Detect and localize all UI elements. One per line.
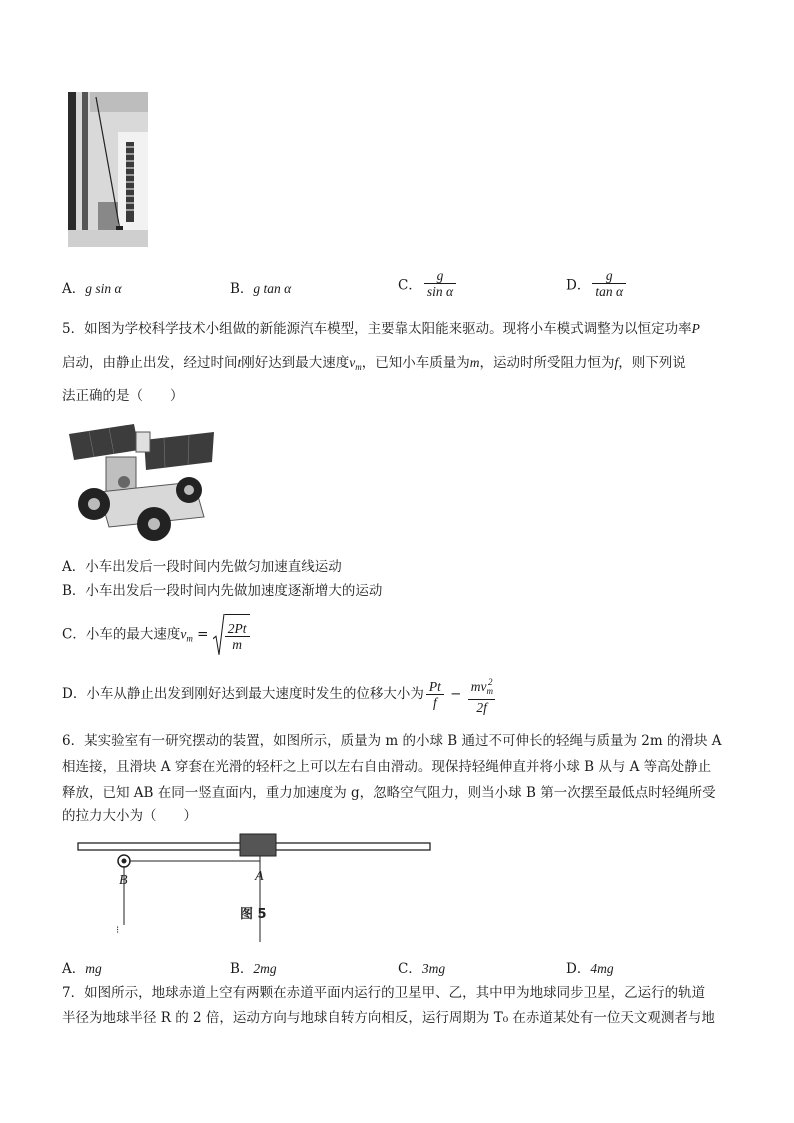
q5-option-d[interactable]: D．小车从静止出发到刚好达到最大速度时发生的位移大小为 $\frac{Pt}{f}$ − $\frac{mv_m^2}{2f}$ <box>62 674 497 715</box>
svg-text:⁝: ⁝ <box>116 925 120 936</box>
q5-option-d-den2: 2f <box>476 699 487 715</box>
q7-stem-line-2: 半径为地球半径 R 的 2 倍，运动方向与地球自转方向相反，运行周期为 T₀ 在赤道某处有一位天文观测者与地 <box>62 1010 715 1026</box>
q4-option-d-den: tan α <box>595 284 624 299</box>
q5-stem-line-3: 法正确的是（ ） <box>62 388 184 404</box>
q5-stem-line-2: 启动，由静止出发，经过时间t刚好达到最大速度$v_m$，已知小车质量为m，运动时所受阻力恒为f，则下列说 <box>62 355 686 372</box>
q5-stem-line-1: 5．如图为学校科学技术小组做的新能源汽车模型，主要靠太阳能来驱动。现将小车模式调整为以恒定功率P <box>62 321 700 337</box>
q6-figure <box>64 830 434 948</box>
q4-option-c-den: sin α <box>426 284 454 299</box>
q4-option-b-expr: g tan α <box>253 281 292 296</box>
q4-option-b-label: B． <box>230 281 254 297</box>
q4-option-c-label: C． <box>398 277 422 294</box>
q5-option-b[interactable]: B．小车出发后一段时间内先做加速度逐渐增大的运动 <box>62 583 383 599</box>
q6-figure-label-b: B <box>119 873 128 888</box>
q4-photo <box>68 92 148 247</box>
q4-option-a-label: A． <box>62 281 86 297</box>
q6-stem-line-3: 释放，已知 AB 在同一竖直面内，重力加速度为 g，忽略空气阻力，则当小球 B 第一次摆至最低点时轻绳所受 <box>62 785 716 801</box>
q6-option-d[interactable]: D．4mg <box>566 961 614 977</box>
q5-option-a[interactable]: A．小车出发后一段时间内先做匀加速直线运动 <box>62 559 342 575</box>
q6-stem-line-1: 6．某实验室有一研究摆动的装置，如图所示，质量为 m 的小球 B 通过不可伸长的轻绳与质量为 2m 的滑块 A <box>62 733 722 749</box>
q5-option-c-num: 2Pt <box>225 621 250 637</box>
q6-figure-label-a: A <box>255 869 264 884</box>
q5-option-d-den1: f <box>432 695 437 710</box>
q4-option-a-expr: g sin α <box>85 281 122 296</box>
q4-option-d-label: D． <box>566 277 591 294</box>
q6-option-a[interactable]: A．mg <box>62 961 102 977</box>
q5-option-d-num2: $mv_m^2$ <box>468 675 496 700</box>
q4-option-d-num: g <box>592 268 626 284</box>
q4-option-a[interactable] <box>62 277 122 297</box>
q5-photo <box>64 412 224 544</box>
q4-option-c[interactable] <box>398 268 458 299</box>
q5-option-d-num1: Pt <box>426 679 444 695</box>
q4-option-b[interactable] <box>230 277 291 297</box>
q4-option-c-num: g <box>424 268 456 284</box>
q6-stem-line-2: 相连接，且滑块 A 穿套在光滑的轻杆之上可以左右自由滑动。现保持轻绳伸直并将小球 B 从与 A 等高处静止 <box>62 759 712 775</box>
q6-option-b[interactable]: B．2mg <box>230 961 277 977</box>
q4-option-d[interactable] <box>566 268 628 299</box>
q7-stem-line-1: 7．如图所示，地球赤道上空有两颗在赤道平面内运行的卫星甲、乙，其中甲为地球同步卫星，乙运行的轨道 <box>62 985 706 1001</box>
q6-option-c[interactable]: C．3mg <box>398 961 446 977</box>
q5-option-c-den: m <box>232 637 242 652</box>
sqrt-sign <box>213 614 250 656</box>
q6-figure-caption: 图 5 <box>240 907 267 922</box>
q6-stem-line-4: 的拉力大小为（ ） <box>62 808 197 824</box>
q5-option-c[interactable]: C．小车的最大速度$v_m$ = $\frac{2Pt}{m}$ <box>62 614 250 659</box>
